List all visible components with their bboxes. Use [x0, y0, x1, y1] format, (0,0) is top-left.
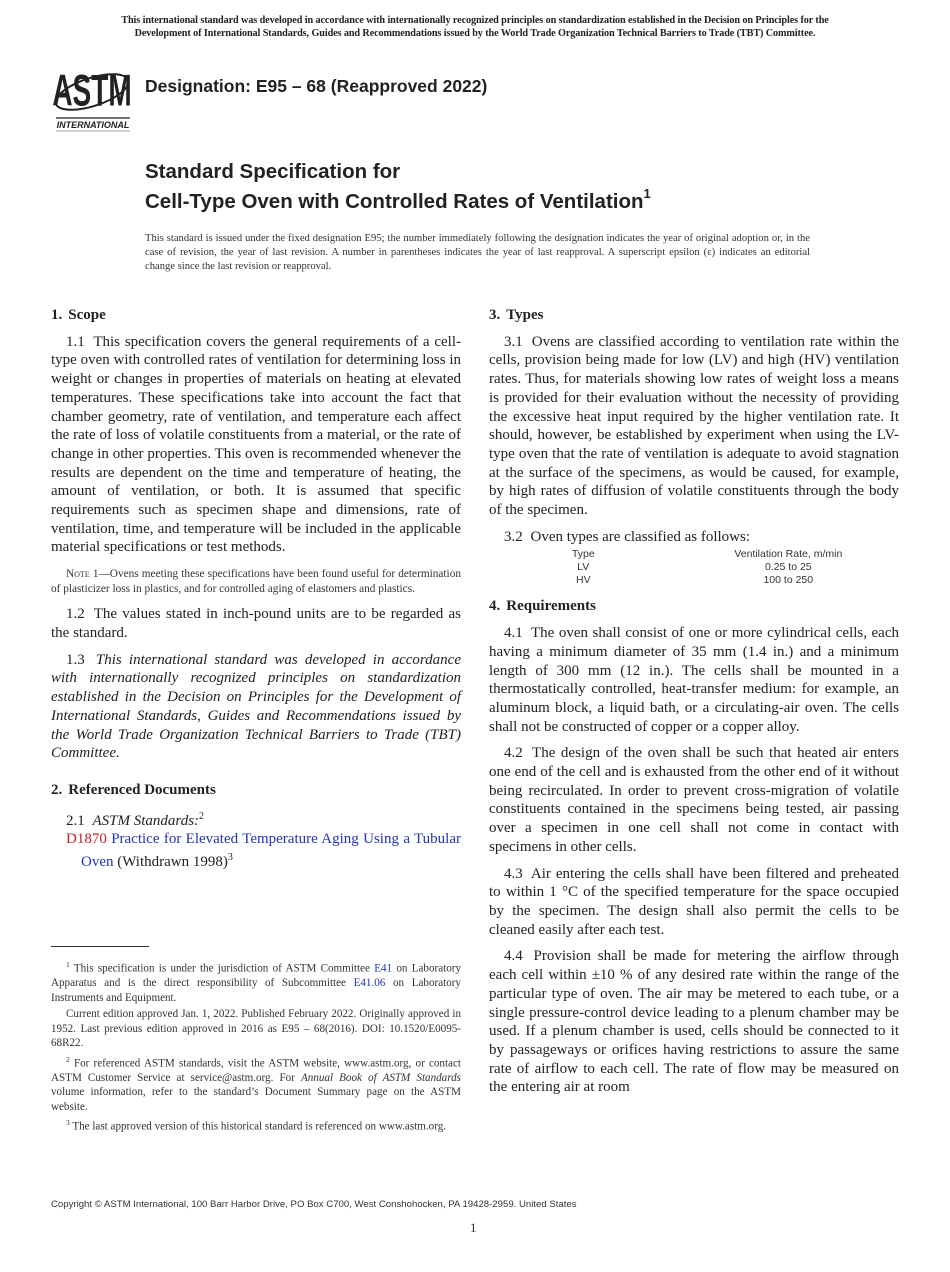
para-1-3: 1.3 This international standard was developed in accordance with internationally recognized principles on standardization established in the Decision on Principles for the Development of International Standards, Guides and Recommendations issued by the World Trade Organization Technical Barriers to Trade (TBT) Committee.	[51, 651, 462, 762]
footnote-2: $^2$ For referenced ASTM standards, visit the ASTM website, www.astm.org, or contact ASTM Customer Service at service@astm.org. For Annual Book of ASTM Standards volume information, refer to the standard’s Document Summary page on the ASTM website.	[51, 1054, 461, 1113]
footnote-ref-3[interactable]: 3	[227, 852, 233, 864]
svg-text:INTERNATIONAL: INTERNATIONAL	[56, 120, 130, 130]
title-line-1: Standard Specification for	[145, 160, 401, 183]
note-1: Note 1—Ovens meeting these specifications have been found useful for determination of plasticizer loss in plastics, and for controlled aging of elastomers and plastics.	[51, 568, 461, 595]
section-heading-referenced-documents: 2. Referenced Documents	[51, 781, 216, 798]
subcommittee-e41-06-link[interactable]: E41.06	[353, 977, 386, 990]
para-4-1: 4.1 The oven shall consist of one or more cylindrical cells, each having a minimum diameter of 35 mm (1.4 in.) and a minimum length of 300 mm (12 in.). The cells shall be mounted in a thermostatically controlled, heat-transfer medium: for example, an aluminum block, a liquid bath, or a circulating-air oven. The cells shall not be constructed of copper or a copper alloy.	[489, 625, 899, 735]
footnote-edition: Current edition approved Jan. 1, 2022. Published February 2022. Originally approved in 1952. Last previous edition approved in 2016 as E95 – 68(2016). DOI: 10.1520/E0095-68R22.	[51, 1008, 461, 1050]
footnotes	[51, 958, 461, 1137]
section-heading-requirements: 4. Requirements	[489, 598, 596, 615]
left-column	[51, 306, 461, 872]
right-column	[489, 306, 899, 1105]
title-footnote-ref[interactable]: 1	[643, 186, 651, 201]
para-3-1: 3.1 Ovens are classified according to ventilation rate within the cells, provision being made for low (LV) and high (HV) ventilation rates. Thus, for materials showing low rates of weight loss a means is provided for their evaluation without the necessity of providing the excessive heat input required by the higher ventilation rate. It should, however, be established by experiment when using the LV-type oven that the rate of ventilation is adequate to avoid stagnation at the surface of the specimens, as would be caused, for example, by high rates of diffusion of volatile constituents through the body of the specimen.	[489, 333, 899, 519]
table-header-type: Type	[571, 548, 595, 561]
title-line-2: Cell-Type Oven with Controlled Rates of Ventilation$^1$	[145, 186, 651, 213]
para-4-3: 4.3 Air entering the cells shall have been filtered and preheated to within 1 °C of the specified temperature for the space occupied by the specimen. The design shall also permit the cells to be cleaned easily after each test.	[489, 865, 899, 938]
para-1-2: 1.2 The values stated in inch-pound units are to be regarded as the standard.	[51, 606, 461, 642]
committee-e41-link[interactable]: E41	[374, 962, 393, 975]
astm-logo-icon	[52, 56, 134, 132]
para-4-4: 4.4 Provision shall be made for metering the airflow through each cell within ±10 % of any desired rate within the range of the particular type of oven. The air may be metered to each tube, or a single pressure-control device leading to a plenum chamber may be used. If a plenum chamber is used, cells should be connected to it by passageways or orifices having restrictions to assure the same rate of airflow to each cell. The rate of flow may be measured on the entering air at room	[489, 948, 900, 1096]
page-number: 1	[470, 1220, 477, 1235]
para-2-1: 2.1 ASTM Standards:$^2$	[66, 810, 205, 829]
issue-note: This standard is issued under the fixed designation E95; the number immediately following the designation indicates the year of original adoption or, in the case of revision, the year of last revision. A number in parentheses indicates the year of last reapproval. A superscript epsilon (ε) indicates an editorial change since the last revision or reapproval.	[145, 233, 810, 272]
copyright-notice: Copyright © ASTM International, 100 Barr Harbor Drive, PO Box C700, West Conshohocken, PA 19428-2959. United States	[51, 1199, 577, 1210]
para-4-2: 4.2 The design of the oven shall be such that heated air enters one end of the cell and is exhausted from the other end of it without being recirculated. In order to prevent cross-migration of volatile constituents contained in the specimens being tested, air passing over a specimen in one cell shall not come in contact with specimens in other cells.	[489, 745, 899, 855]
table-header-row	[489, 548, 899, 561]
footnote-ref-2[interactable]: 2	[199, 810, 205, 822]
section-heading-scope: 1. Scope	[51, 307, 106, 323]
footnote-1: $^1$ This specification is under the jurisdiction of ASTM Committee E41 on Laboratory Apparatus and is the direct responsibility of Subcommittee E41.06 on Laboratory Instruments and Equipment.	[51, 960, 461, 1004]
document-title	[145, 160, 651, 214]
svg-text:ASTM: ASTM	[52, 64, 132, 116]
footnote-3: $^3$ The last approved version of this historical standard is referenced on www.astm.org.	[66, 1118, 447, 1134]
para-1-1: 1.1 This specification covers the general requirements of a cell-type oven with controlled rates of ventilation for determining loss in weight or changes in properties of materials on heating at elevated temperatures. These specifications take into account the fact that chamber geometry, rate of ventilation, and temperature each affect the rate of loss of volatile constituents from a material, or the rate of change in other properties. This oven is recommended whenever the results are dependent on the time and temperature of heating, the amount of ventilation, or both. It is assumed that specific requirements such as specimen shape and dimensions, rate of ventilation, time, and temperature will be included in the applicable material specifications or test methods.	[51, 333, 461, 556]
reference-code-link[interactable]: D1870	[66, 831, 107, 848]
top-notice-line-1: This international standard was developed in accordance with internationally recognized principles on standardization established in the Decision on Principles for the	[121, 15, 829, 26]
reference-item-d1870: D1870 Practice for Elevated Temperature Aging Using a Tubular Oven (Withdrawn 1998)$^3$	[66, 831, 461, 871]
section-heading-types: 3. Types	[489, 307, 544, 323]
designation: Designation: E95 – 68 (Reapproved 2022)	[145, 76, 488, 96]
table-header-ventilation-rate: Ventilation Rate, m/min	[734, 548, 843, 561]
top-notice-line-2: Development of International Standards, Guides and Recommendations issued by the World Trade Organization Technical Barriers to Trade (TBT) Committee.	[134, 27, 816, 39]
astm-logo	[52, 56, 134, 132]
table-row: LV 0.25 to 25	[577, 561, 812, 574]
oven-types-table	[489, 548, 899, 587]
reference-title-link[interactable]: Practice for Elevated Temperature Aging Using a Tubular Oven	[81, 831, 461, 871]
footnote-divider	[51, 946, 149, 947]
table-row: HV 100 to 250	[576, 574, 814, 587]
para-3-2: 3.2 Oven types are classified as follows:	[504, 528, 751, 545]
top-notice	[40, 15, 910, 40]
